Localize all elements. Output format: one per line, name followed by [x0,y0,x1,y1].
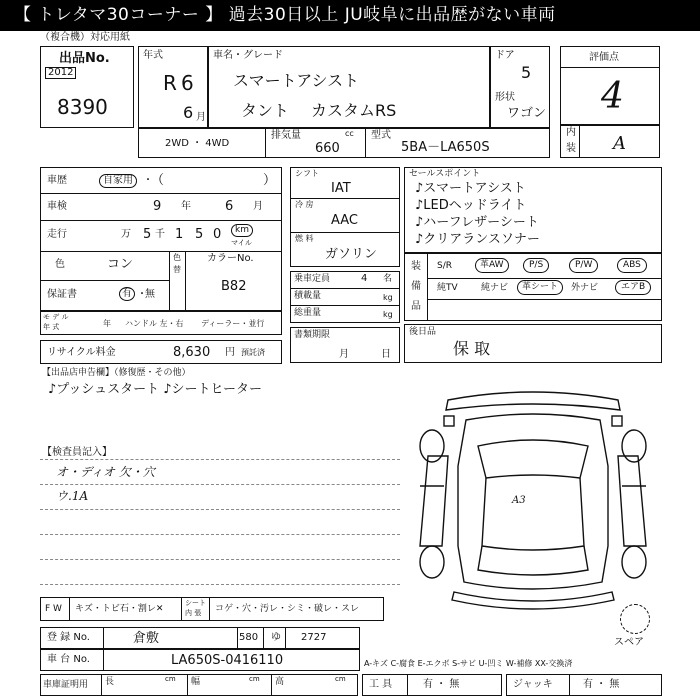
weights-box [290,271,400,323]
lot-year-stamp: 2012 [45,67,76,79]
load-unit: kg [383,293,393,302]
name-label: 車名・グレード [213,50,283,61]
deadline-day: 日 [381,349,391,360]
equip-ps: P/S [523,258,549,273]
model-origin-year: 年 [103,319,111,328]
model-origin-dealer: ディーラー・並行 [201,319,265,328]
equip-sr: S/R [437,261,452,271]
equipment-label-1: 装 [411,261,421,272]
mileage-km: km [231,224,253,237]
model-origin-handle: ハンドル 左・右 [125,319,184,328]
name-line2a: タント [241,101,290,120]
mileage-digit-3: 5 [195,227,204,242]
displacement-label: 排気量 [271,130,301,141]
registration-place: 倉敷 [133,631,160,646]
deadline-month: 月 [339,349,349,360]
sales-point-2: ♪LEDヘッドライト [415,198,527,213]
mileage-digit-2: 1 [175,227,184,242]
garage-width: 幅 [191,677,201,687]
model-origin-label-1: モ デ ル [43,313,69,321]
legend-row [40,597,384,621]
warranty-label: 保証書 [47,289,77,300]
inspector-label: 【検査員記入】 [42,447,112,458]
score-box [560,46,660,126]
recycle-label: リサイクル料金 [47,347,116,358]
score-value: 4 [601,76,624,117]
aircon-label: 冷 房 [295,200,314,209]
header-note: （複合機）対応用紙 [40,32,130,43]
color-no-label: カラーNo. [207,253,254,264]
fuel-value: ガソリン [325,247,378,262]
legend-fw: F W [45,604,62,614]
model-origin-row [40,311,282,335]
color-value: コン [107,257,134,272]
color-label: 色 [55,259,65,270]
later-docs-label: 後日品 [409,327,437,337]
recycle-unit: 円 [225,347,235,358]
garage-long-cm: cm [165,675,176,683]
garage-long: 長 [105,677,115,687]
recycle-box [40,340,282,364]
jack-box [506,674,662,696]
equip-pw: P/W [569,258,598,273]
later-docs-value: 保 取 [453,339,491,358]
shaken-year: 9 [153,199,162,214]
shift-label: シフト [295,169,319,178]
car-damage-mark: A3 [512,495,526,506]
deadline-box [290,327,400,363]
fuel-label: 燃 料 [295,234,314,243]
doors-label: ドア [495,50,515,61]
tools-label: 工 具 [369,679,393,690]
garage-cert-row [40,674,358,696]
legend-codes: A-キズ C-腐食 E-エクボ S-サビ U-凹ミ W-補修 XX-交換済 [364,659,573,668]
remarks-label: 【出品店申告欄】（修復歴・その他） [42,368,191,378]
garage-height: 高 [275,677,285,687]
registration-kana: ゆ [271,632,281,643]
equip-airbag: エアB [615,280,651,295]
history-paren-open: （ [151,173,165,188]
jack-label: ジャッキ [513,679,553,690]
equip-aw-label: AW [489,260,504,270]
history-block [40,167,282,311]
interior-value: A [613,133,626,154]
mileage-man: 万 [121,229,131,240]
mileage-label: 走行 [47,229,67,240]
legend-seat-1: シート [185,599,206,607]
capacity-label: 乗車定員 [294,274,331,284]
equip-abs: ABS [617,258,647,273]
year-era: R [163,71,177,95]
legend-seat-2: 内 張 [185,609,202,617]
year-month-unit: 月 [196,112,206,123]
aircon-value: AAC [331,213,358,228]
shape-value: ワゴン [507,106,547,121]
equip-ext-navi: 外ナビ [571,283,599,293]
history-value: 自家用 [99,174,137,188]
capacity-value: 4 [361,273,368,284]
warranty-yes: 有 [119,287,135,301]
mileage-digit-1: 5 [143,227,152,242]
shaken-year-unit: 年 [181,201,191,212]
registration-label: 登 録 No. [47,632,90,643]
legend-exterior: キズ・トビ石・割レ✕ [75,604,164,614]
warranty-no: 無 [145,289,155,300]
capacity-unit: 名 [383,274,393,284]
mileage-digit-4: 0 [213,227,222,242]
jack-value: 有 ・ 無 [583,679,620,690]
registration-class: 580 [239,632,259,643]
displacement-unit: cc [345,129,354,138]
tools-value: 有 ・ 無 [423,679,460,690]
shaken-month: 6 [225,199,234,214]
sales-point-3: ♪ハーフレザーシート [415,215,539,230]
warranty-sep: ・ [137,289,147,300]
lot-box [40,46,134,128]
garage-height-cm: cm [335,675,346,683]
chassis-row [40,649,360,671]
recycle-note: 預託済 [241,348,265,357]
interior-label-1: 内 [566,127,576,138]
model-label: 型式 [371,130,391,141]
name-line1: スマートアシスト [233,71,360,90]
color-no-value: B82 [221,279,247,294]
shaken-month-unit: 月 [253,201,263,212]
tools-box [362,674,502,696]
drive-value: 2WD ・ 4WD [165,138,230,149]
center-spec [290,167,400,267]
spare-tire-icon [620,604,650,634]
model-value: 5BA－LA650S [401,140,490,155]
load-label: 積載量 [294,291,322,301]
color-change-1: 色 [173,253,181,262]
displacement-value: 660 [315,141,340,156]
banner: 【 トレタマ30コーナー 】 過去30日以上 JU岐阜に出品歴がない車両 [0,0,700,31]
interior-label-2: 装 [566,143,576,154]
registration-row [40,627,360,649]
history-dot: ・ [143,175,153,186]
sales-points-box [404,167,662,253]
spare-label: スペア [614,637,644,648]
history-label: 車歴 [47,175,67,186]
color-change-2: 替 [173,265,181,274]
sales-point-1: ♪スマートアシスト [415,181,526,196]
score-label: 評価点 [589,52,619,63]
remarks-value: ♪プッシュスタート ♪シートヒーター [48,382,263,397]
mileage-sen: 千 [155,229,165,240]
deadline-label: 書類期限 [294,330,331,340]
doors-box [490,46,550,128]
equipment-label-3: 品 [411,301,421,312]
inspector-note-2: ウ.1A [56,489,89,503]
shaken-label: 車検 [47,201,67,212]
lot-number: 8390 [57,95,108,119]
gross-unit: kg [383,310,393,319]
car-diagram [408,386,658,616]
name-box [208,46,490,128]
legend-interior: コゲ・穴・汚レ・シミ・破レ・スレ [215,604,360,614]
year-label: 年式 [143,50,163,61]
garage-width-cm: cm [249,675,260,683]
gross-label: 総重量 [294,308,322,318]
equip-aw [475,258,509,273]
year-month: 6 [183,103,194,122]
year-box [138,46,208,128]
registration-number: 2727 [301,632,327,643]
year-value: 6 [181,71,194,95]
equip-tv: 純TV [437,283,458,293]
equip-leather-seat: 革シート [517,280,563,295]
equip-aw-prefix: 革 [480,260,490,270]
model-origin-label-2: 年 式 [43,323,60,331]
interior-box [560,124,660,158]
sales-point-4: ♪クリアランスソナー [415,232,540,247]
equipment-label-2: 備 [411,281,421,292]
shape-label: 形状 [495,92,515,103]
chassis-label: 車 台 No. [47,654,90,665]
chassis-value: LA650S-0416110 [171,653,284,668]
spec-row [138,128,550,158]
sales-points-label: セールスポイント [409,169,481,179]
doors-value: 5 [521,63,532,82]
name-line2b: カスタムRS [311,101,397,120]
inspector-note-1: オ・ディオ 欠・穴 [56,465,155,479]
equipment-box [404,253,662,321]
history-paren-close: ） [263,173,277,188]
garage-cert-label: 車庫証明用 [43,680,89,690]
equip-navi: 純ナビ [481,283,509,293]
lot-label: 出品No. [59,51,110,66]
later-docs-box [404,324,662,363]
recycle-value: 8,630 [173,345,211,360]
shift-value: IAT [331,181,351,196]
mileage-mile: マイル [231,239,252,247]
